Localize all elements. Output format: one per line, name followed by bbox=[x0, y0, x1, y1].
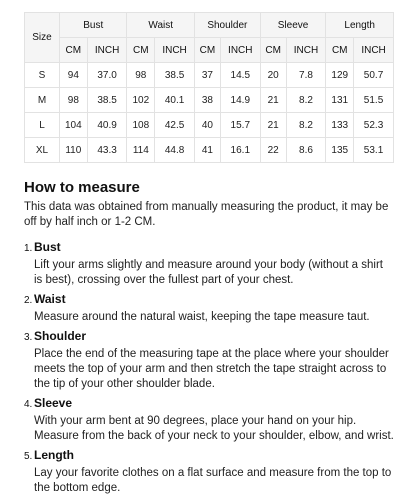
unit-header-inch: INCH bbox=[220, 38, 260, 63]
step-heading bbox=[24, 240, 394, 254]
shoulder-cm-cell: 38 bbox=[194, 88, 220, 113]
shoulder-inch-cell: 16.1 bbox=[220, 138, 260, 163]
step-description: Place the end of the measuring tape at the place where your shoulder meets the top of your arm and then stretch the tape straight across to the tip of your other shoulder blade. bbox=[34, 348, 389, 390]
measurement-steps bbox=[24, 240, 394, 496]
sleeve-inch-cell: 8.2 bbox=[286, 113, 326, 138]
step-heading bbox=[24, 448, 394, 462]
waist-inch-cell: 38.5 bbox=[155, 63, 195, 88]
step-number: 5. bbox=[24, 451, 33, 462]
step-heading bbox=[24, 329, 394, 343]
shoulder-group-header: Shoulder bbox=[194, 13, 260, 38]
measurement-disclaimer: This data was obtained from manually measuring the product, it may be off by half inch or 1-2 CM. bbox=[24, 201, 389, 228]
sleeve-cm-cell: 22 bbox=[260, 138, 286, 163]
length-group-header: Length bbox=[326, 13, 394, 38]
length-inch-cell: 50.7 bbox=[354, 63, 394, 88]
sleeve-group-header: Sleeve bbox=[260, 13, 326, 38]
sleeve-cm-cell: 21 bbox=[260, 113, 286, 138]
unit-header-inch: INCH bbox=[286, 38, 326, 63]
table-group-header-row bbox=[25, 13, 394, 38]
step-title: Bust bbox=[34, 240, 61, 254]
waist-inch-cell: 44.8 bbox=[155, 138, 195, 163]
step-shoulder bbox=[24, 329, 394, 392]
step-number: 4. bbox=[24, 399, 33, 410]
bust-inch-cell: 43.3 bbox=[87, 138, 127, 163]
shoulder-inch-cell: 14.9 bbox=[220, 88, 260, 113]
length-inch-cell: 53.1 bbox=[354, 138, 394, 163]
waist-inch-cell: 40.1 bbox=[155, 88, 195, 113]
shoulder-cm-cell: 41 bbox=[194, 138, 220, 163]
step-waist bbox=[24, 292, 394, 325]
table-row bbox=[25, 88, 394, 113]
bust-cm-cell: 98 bbox=[60, 88, 88, 113]
step-description: Lay your favorite clothes on a flat surface and measure from the top to the bottom edge. bbox=[34, 467, 392, 494]
unit-header-cm: CM bbox=[260, 38, 286, 63]
table-row bbox=[25, 138, 394, 163]
shoulder-cm-cell: 40 bbox=[194, 113, 220, 138]
unit-header-inch: INCH bbox=[87, 38, 127, 63]
unit-header-inch: INCH bbox=[155, 38, 195, 63]
bust-cm-cell: 110 bbox=[60, 138, 88, 163]
step-title: Shoulder bbox=[34, 329, 87, 343]
step-heading bbox=[24, 292, 394, 306]
step-number: 2. bbox=[24, 295, 33, 306]
how-to-measure-heading: How to measure bbox=[24, 179, 140, 196]
unit-header-cm: CM bbox=[60, 38, 88, 63]
step-bust bbox=[24, 240, 394, 288]
shoulder-inch-cell: 14.5 bbox=[220, 63, 260, 88]
size-cell: M bbox=[25, 88, 60, 113]
sleeve-inch-cell: 8.6 bbox=[286, 138, 326, 163]
shoulder-inch-cell: 15.7 bbox=[220, 113, 260, 138]
length-cm-cell: 131 bbox=[326, 88, 354, 113]
shoulder-cm-cell: 37 bbox=[194, 63, 220, 88]
length-inch-cell: 51.5 bbox=[354, 88, 394, 113]
table-row bbox=[25, 113, 394, 138]
size-table bbox=[24, 12, 394, 163]
bust-inch-cell: 38.5 bbox=[87, 88, 127, 113]
bust-inch-cell: 40.9 bbox=[87, 113, 127, 138]
table-unit-header-row bbox=[25, 38, 394, 63]
step-number: 1. bbox=[24, 243, 33, 254]
waist-cm-cell: 114 bbox=[127, 138, 155, 163]
sleeve-inch-cell: 7.8 bbox=[286, 63, 326, 88]
step-title: Length bbox=[34, 448, 74, 462]
unit-header-inch: INCH bbox=[354, 38, 394, 63]
unit-header-cm: CM bbox=[127, 38, 155, 63]
bust-group-header: Bust bbox=[60, 13, 127, 38]
waist-cm-cell: 108 bbox=[127, 113, 155, 138]
size-cell: S bbox=[25, 63, 60, 88]
step-title: Waist bbox=[34, 292, 66, 306]
unit-header-cm: CM bbox=[194, 38, 220, 63]
step-title: Sleeve bbox=[34, 396, 73, 410]
length-inch-cell: 52.3 bbox=[354, 113, 394, 138]
unit-header-cm: CM bbox=[326, 38, 354, 63]
length-cm-cell: 129 bbox=[326, 63, 354, 88]
waist-cm-cell: 98 bbox=[127, 63, 155, 88]
length-cm-cell: 133 bbox=[326, 113, 354, 138]
table-row bbox=[25, 63, 394, 88]
waist-inch-cell: 42.5 bbox=[155, 113, 195, 138]
step-sleeve bbox=[24, 396, 394, 444]
sleeve-inch-cell: 8.2 bbox=[286, 88, 326, 113]
bust-inch-cell: 37.0 bbox=[87, 63, 127, 88]
sleeve-cm-cell: 21 bbox=[260, 88, 286, 113]
waist-cm-cell: 102 bbox=[127, 88, 155, 113]
size-cell: XL bbox=[25, 138, 60, 163]
step-length bbox=[24, 448, 394, 496]
size-column-header: Size bbox=[25, 13, 60, 63]
length-cm-cell: 135 bbox=[326, 138, 354, 163]
step-heading bbox=[24, 396, 394, 410]
step-number: 3. bbox=[24, 332, 33, 343]
step-description: Measure around the natural waist, keeping the tape measure taut. bbox=[34, 311, 370, 323]
bust-cm-cell: 94 bbox=[60, 63, 88, 88]
waist-group-header: Waist bbox=[127, 13, 194, 38]
size-cell: L bbox=[25, 113, 60, 138]
sleeve-cm-cell: 20 bbox=[260, 63, 286, 88]
step-description: With your arm bent at 90 degrees, place your hand on your hip. Measure from the back of your neck to your shoulder, elbow, and wrist. bbox=[34, 415, 394, 442]
bust-cm-cell: 104 bbox=[60, 113, 88, 138]
step-description: Lift your arms slightly and measure around your body (without a shirt is best), crossing over the fullest part of your chest. bbox=[34, 259, 383, 286]
